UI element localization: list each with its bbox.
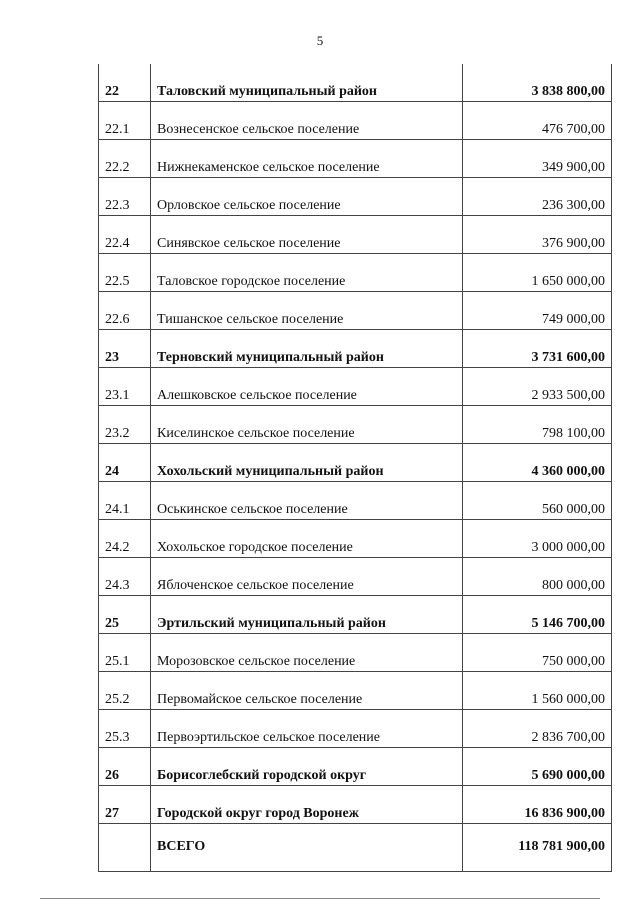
row-number: 24: [99, 444, 151, 482]
row-number: 27: [99, 786, 151, 824]
settlement-row: [99, 178, 612, 216]
row-name: Хохольское городское поселение: [151, 520, 463, 558]
row-number: 23.1: [99, 368, 151, 406]
row-number: 25.3: [99, 710, 151, 748]
row-amount: 1 560 000,00: [463, 672, 612, 710]
district-row: [99, 64, 612, 102]
row-amount: 16 836 900,00: [463, 786, 612, 824]
row-name: Первомайское сельское поселение: [151, 672, 463, 710]
settlement-row: [99, 520, 612, 558]
table-body: [99, 64, 612, 872]
settlement-row: [99, 634, 612, 672]
row-amount: 4 360 000,00: [463, 444, 612, 482]
row-name: Нижнекаменское сельское поселение: [151, 140, 463, 178]
total-label: ВСЕГО: [151, 824, 463, 872]
page-number: 5: [316, 33, 324, 48]
total-number: [99, 824, 151, 872]
row-name: Эртильский муниципальный район: [151, 596, 463, 634]
row-name: Борисоглебский городской округ: [151, 748, 463, 786]
row-name: Морозовское сельское поселение: [151, 634, 463, 672]
settlement-row: [99, 140, 612, 178]
row-amount: 1 650 000,00: [463, 254, 612, 292]
row-number: 25.1: [99, 634, 151, 672]
settlement-row: [99, 254, 612, 292]
row-name: Киселинское сельское поселение: [151, 406, 463, 444]
row-name: Первоэртильское сельское поселение: [151, 710, 463, 748]
settlement-row: [99, 406, 612, 444]
row-amount: 236 300,00: [463, 178, 612, 216]
footer-divider: [40, 898, 600, 899]
row-name: Городской округ город Воронеж: [151, 786, 463, 824]
row-name: Орловское сельское поселение: [151, 178, 463, 216]
row-number: 26: [99, 748, 151, 786]
row-name: Таловское городское поселение: [151, 254, 463, 292]
row-name: Терновский муниципальный район: [151, 330, 463, 368]
row-amount: 800 000,00: [463, 558, 612, 596]
row-name: Алешковское сельское поселение: [151, 368, 463, 406]
row-name: Таловский муниципальный район: [151, 64, 463, 102]
row-amount: 476 700,00: [463, 102, 612, 140]
row-name: Оськинское сельское поселение: [151, 482, 463, 520]
settlement-row: [99, 216, 612, 254]
total-amount: 118 781 900,00: [463, 824, 612, 872]
row-amount: 3 000 000,00: [463, 520, 612, 558]
row-name: Вознесенское сельское поселение: [151, 102, 463, 140]
row-amount: 349 900,00: [463, 140, 612, 178]
row-amount: 5 146 700,00: [463, 596, 612, 634]
row-amount: 560 000,00: [463, 482, 612, 520]
row-name: Синявское сельское поселение: [151, 216, 463, 254]
row-number: 22.2: [99, 140, 151, 178]
row-amount: 2 933 500,00: [463, 368, 612, 406]
settlement-row: [99, 368, 612, 406]
settlement-row: [99, 482, 612, 520]
budget-allocation-table: [98, 64, 612, 872]
row-number: 24.2: [99, 520, 151, 558]
row-number: 25.2: [99, 672, 151, 710]
row-number: 22.5: [99, 254, 151, 292]
row-amount: 5 690 000,00: [463, 748, 612, 786]
row-number: 22.6: [99, 292, 151, 330]
settlement-row: [99, 710, 612, 748]
row-number: 22.3: [99, 178, 151, 216]
district-row: [99, 748, 612, 786]
row-number: 22.1: [99, 102, 151, 140]
district-row: [99, 330, 612, 368]
row-name: Тишанское сельское поселение: [151, 292, 463, 330]
row-number: 22.4: [99, 216, 151, 254]
district-row: [99, 786, 612, 824]
district-row: [99, 444, 612, 482]
row-name: Яблоченское сельское поселение: [151, 558, 463, 596]
row-number: 25: [99, 596, 151, 634]
row-amount: 750 000,00: [463, 634, 612, 672]
settlement-row: [99, 292, 612, 330]
row-number: 24.1: [99, 482, 151, 520]
row-amount: 749 000,00: [463, 292, 612, 330]
row-amount: 2 836 700,00: [463, 710, 612, 748]
settlement-row: [99, 558, 612, 596]
row-number: 23: [99, 330, 151, 368]
row-amount: 376 900,00: [463, 216, 612, 254]
district-row: [99, 596, 612, 634]
settlement-row: [99, 672, 612, 710]
settlement-row: [99, 102, 612, 140]
row-number: 23.2: [99, 406, 151, 444]
row-amount: 798 100,00: [463, 406, 612, 444]
row-name: Хохольский муниципальный район: [151, 444, 463, 482]
total-row: [99, 824, 612, 872]
row-number: 24.3: [99, 558, 151, 596]
row-number: 22: [99, 64, 151, 102]
row-amount: 3 838 800,00: [463, 64, 612, 102]
row-amount: 3 731 600,00: [463, 330, 612, 368]
